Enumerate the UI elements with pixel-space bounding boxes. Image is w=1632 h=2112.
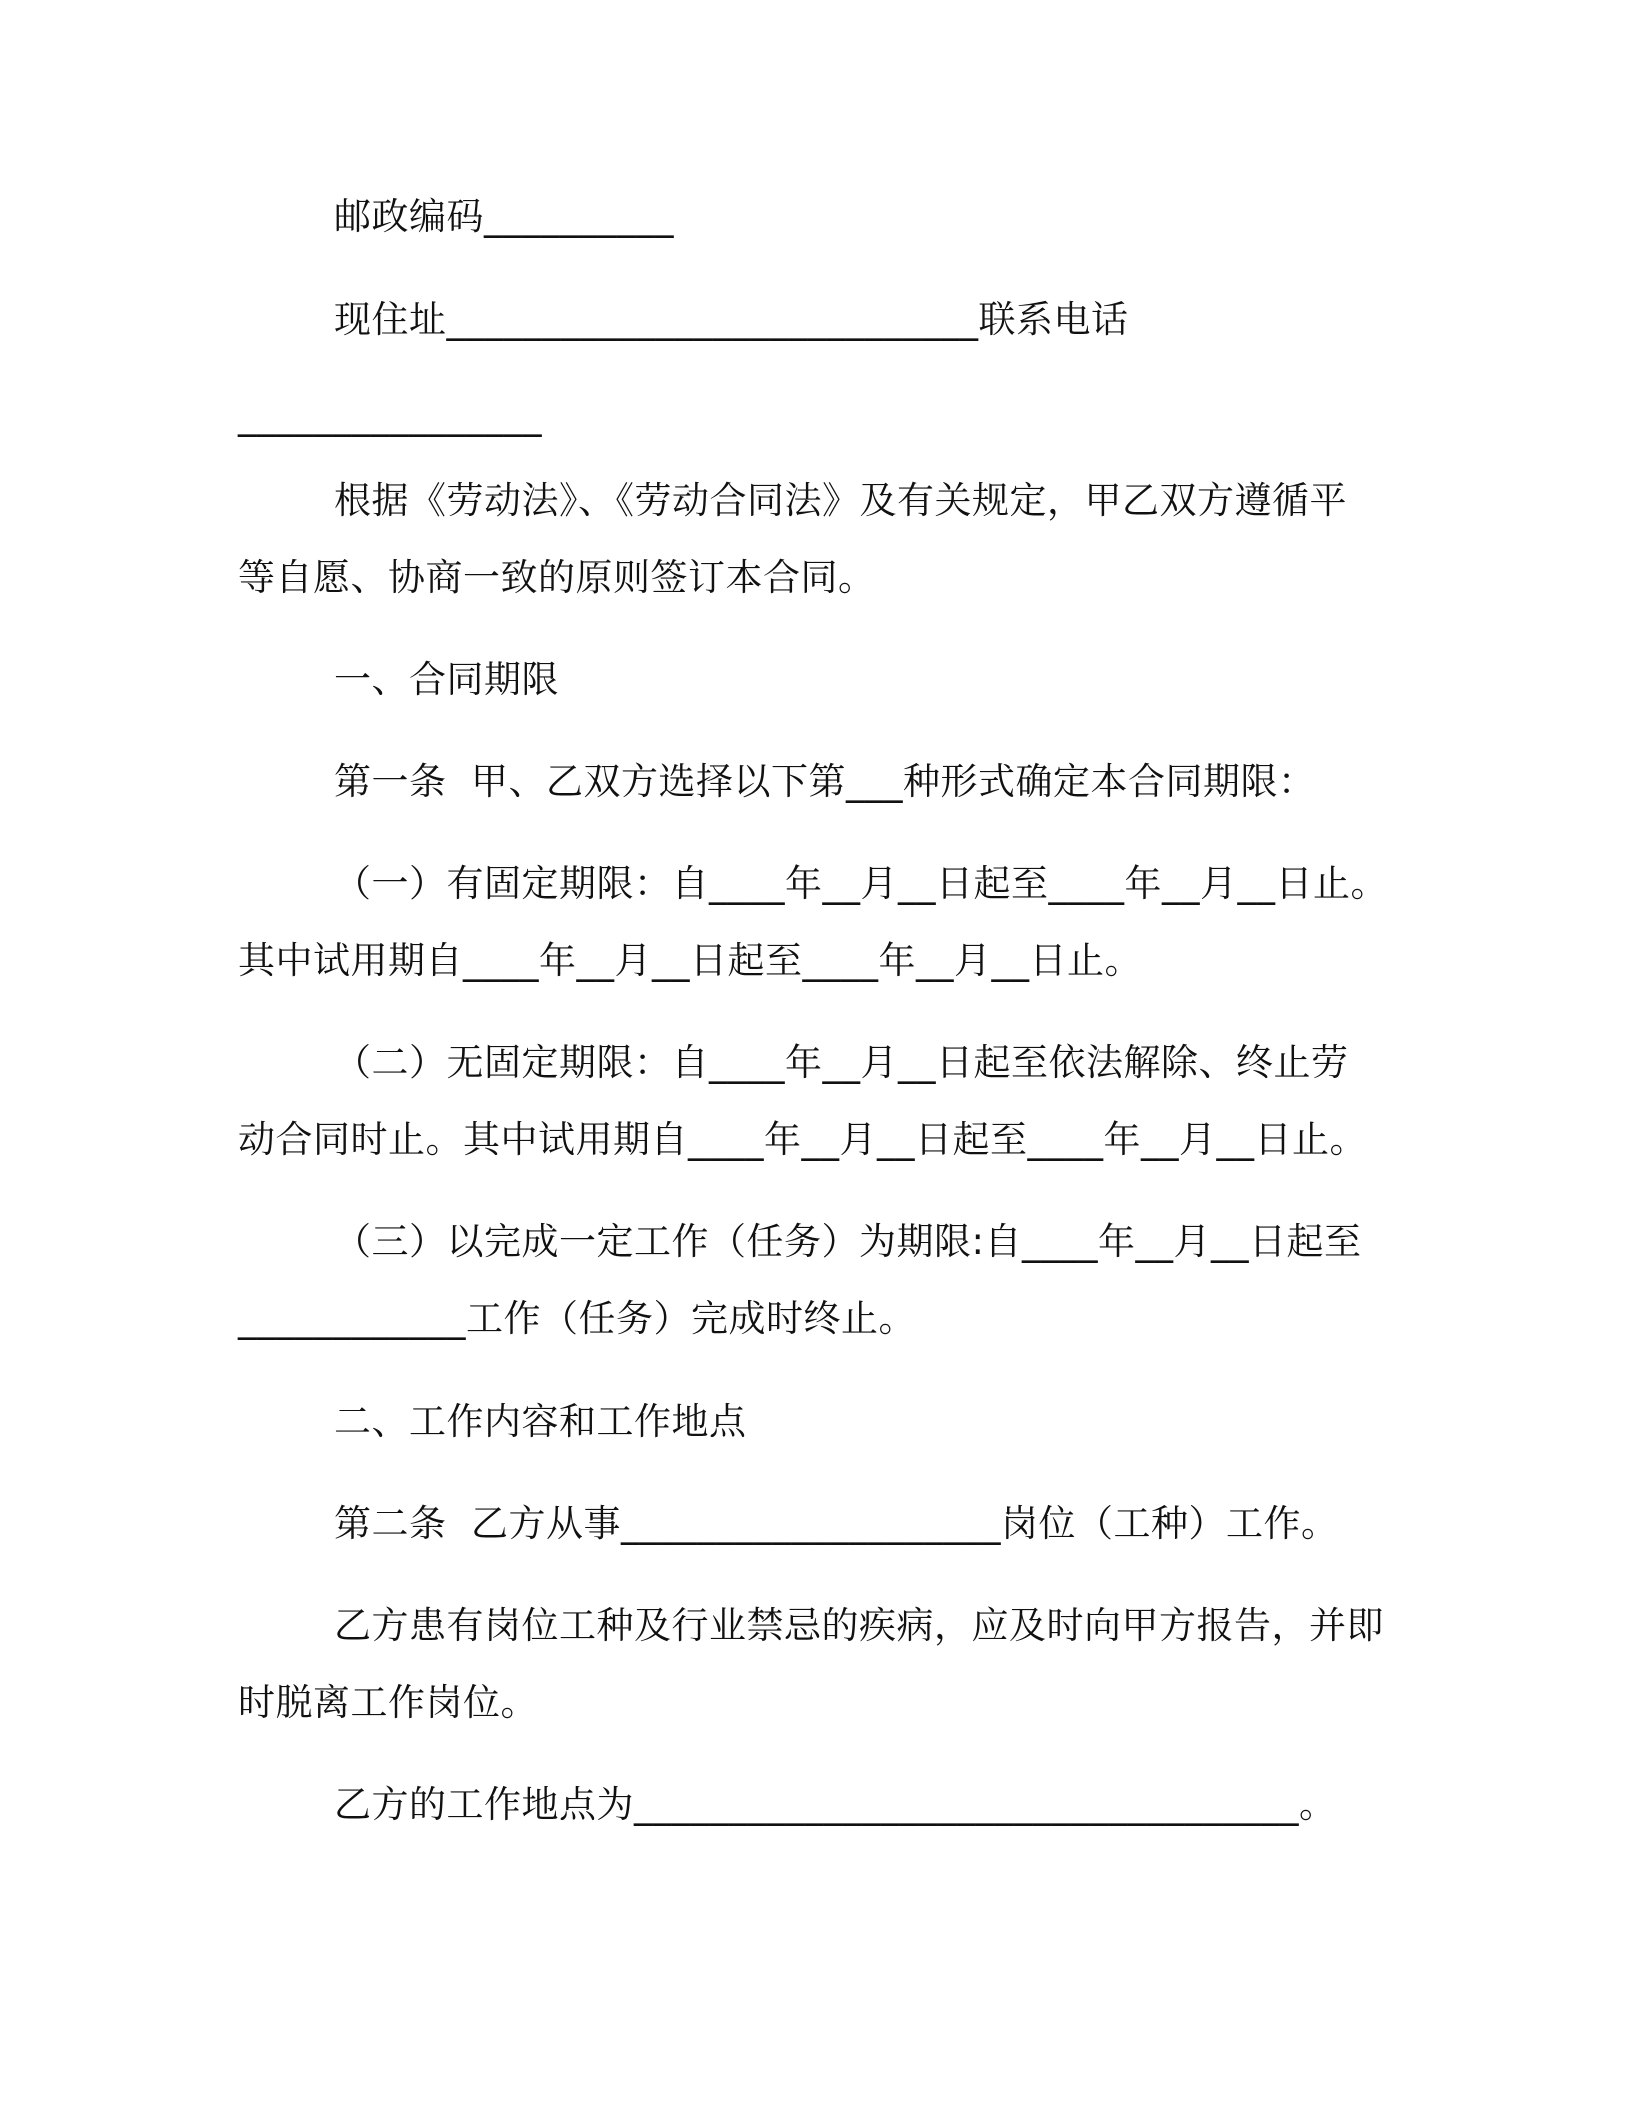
work-location-line: 乙方的工作地点为___________________________________。 — [334, 1783, 1337, 1826]
address-phone-line: 现住址____________________________联系电话 — [334, 298, 1129, 341]
open-term-line-2: 动合同时止。其中试用期自____年__月__日起至____年__月__日止。 — [238, 1118, 1367, 1161]
open-term-line-1: （二）无固定期限：自____年__月__日起至依法解除、终止劳 — [334, 1041, 1349, 1084]
postal-code-line: 邮政编码__________ — [334, 195, 674, 238]
fixed-term-line-1: （一）有固定期限：自____年__月__日起至____年__月__日止。 — [334, 862, 1388, 905]
section-heading-term: 一、合同期限 — [334, 658, 559, 701]
section-heading-work: 二、工作内容和工作地点 — [334, 1400, 747, 1443]
task-term-line-2: ____________工作（任务）完成时终止。 — [238, 1297, 916, 1340]
preamble-line-1: 根据《劳动法》、《劳动合同法》及有关规定，甲乙双方遵循平 — [334, 479, 1347, 522]
phone-blank-line: ________________ — [238, 394, 542, 437]
article-1-line: 第一条 甲、乙双方选择以下第___种形式确定本合同期限： — [334, 760, 1316, 803]
article-2-line: 第二条 乙方从事____________________岗位（工种）工作。 — [334, 1502, 1339, 1545]
task-term-line-1: （三）以完成一定工作（任务）为期限:自____年__月__日起至 — [334, 1220, 1362, 1263]
disease-report-line-1: 乙方患有岗位工种及行业禁忌的疾病，应及时向甲方报告，并即 — [334, 1604, 1384, 1647]
disease-report-line-2: 时脱离工作岗位。 — [238, 1681, 538, 1724]
fixed-term-line-2: 其中试用期自____年__月__日起至____年__月__日止。 — [238, 939, 1142, 982]
preamble-line-2: 等自愿、协商一致的原则签订本合同。 — [238, 556, 876, 599]
